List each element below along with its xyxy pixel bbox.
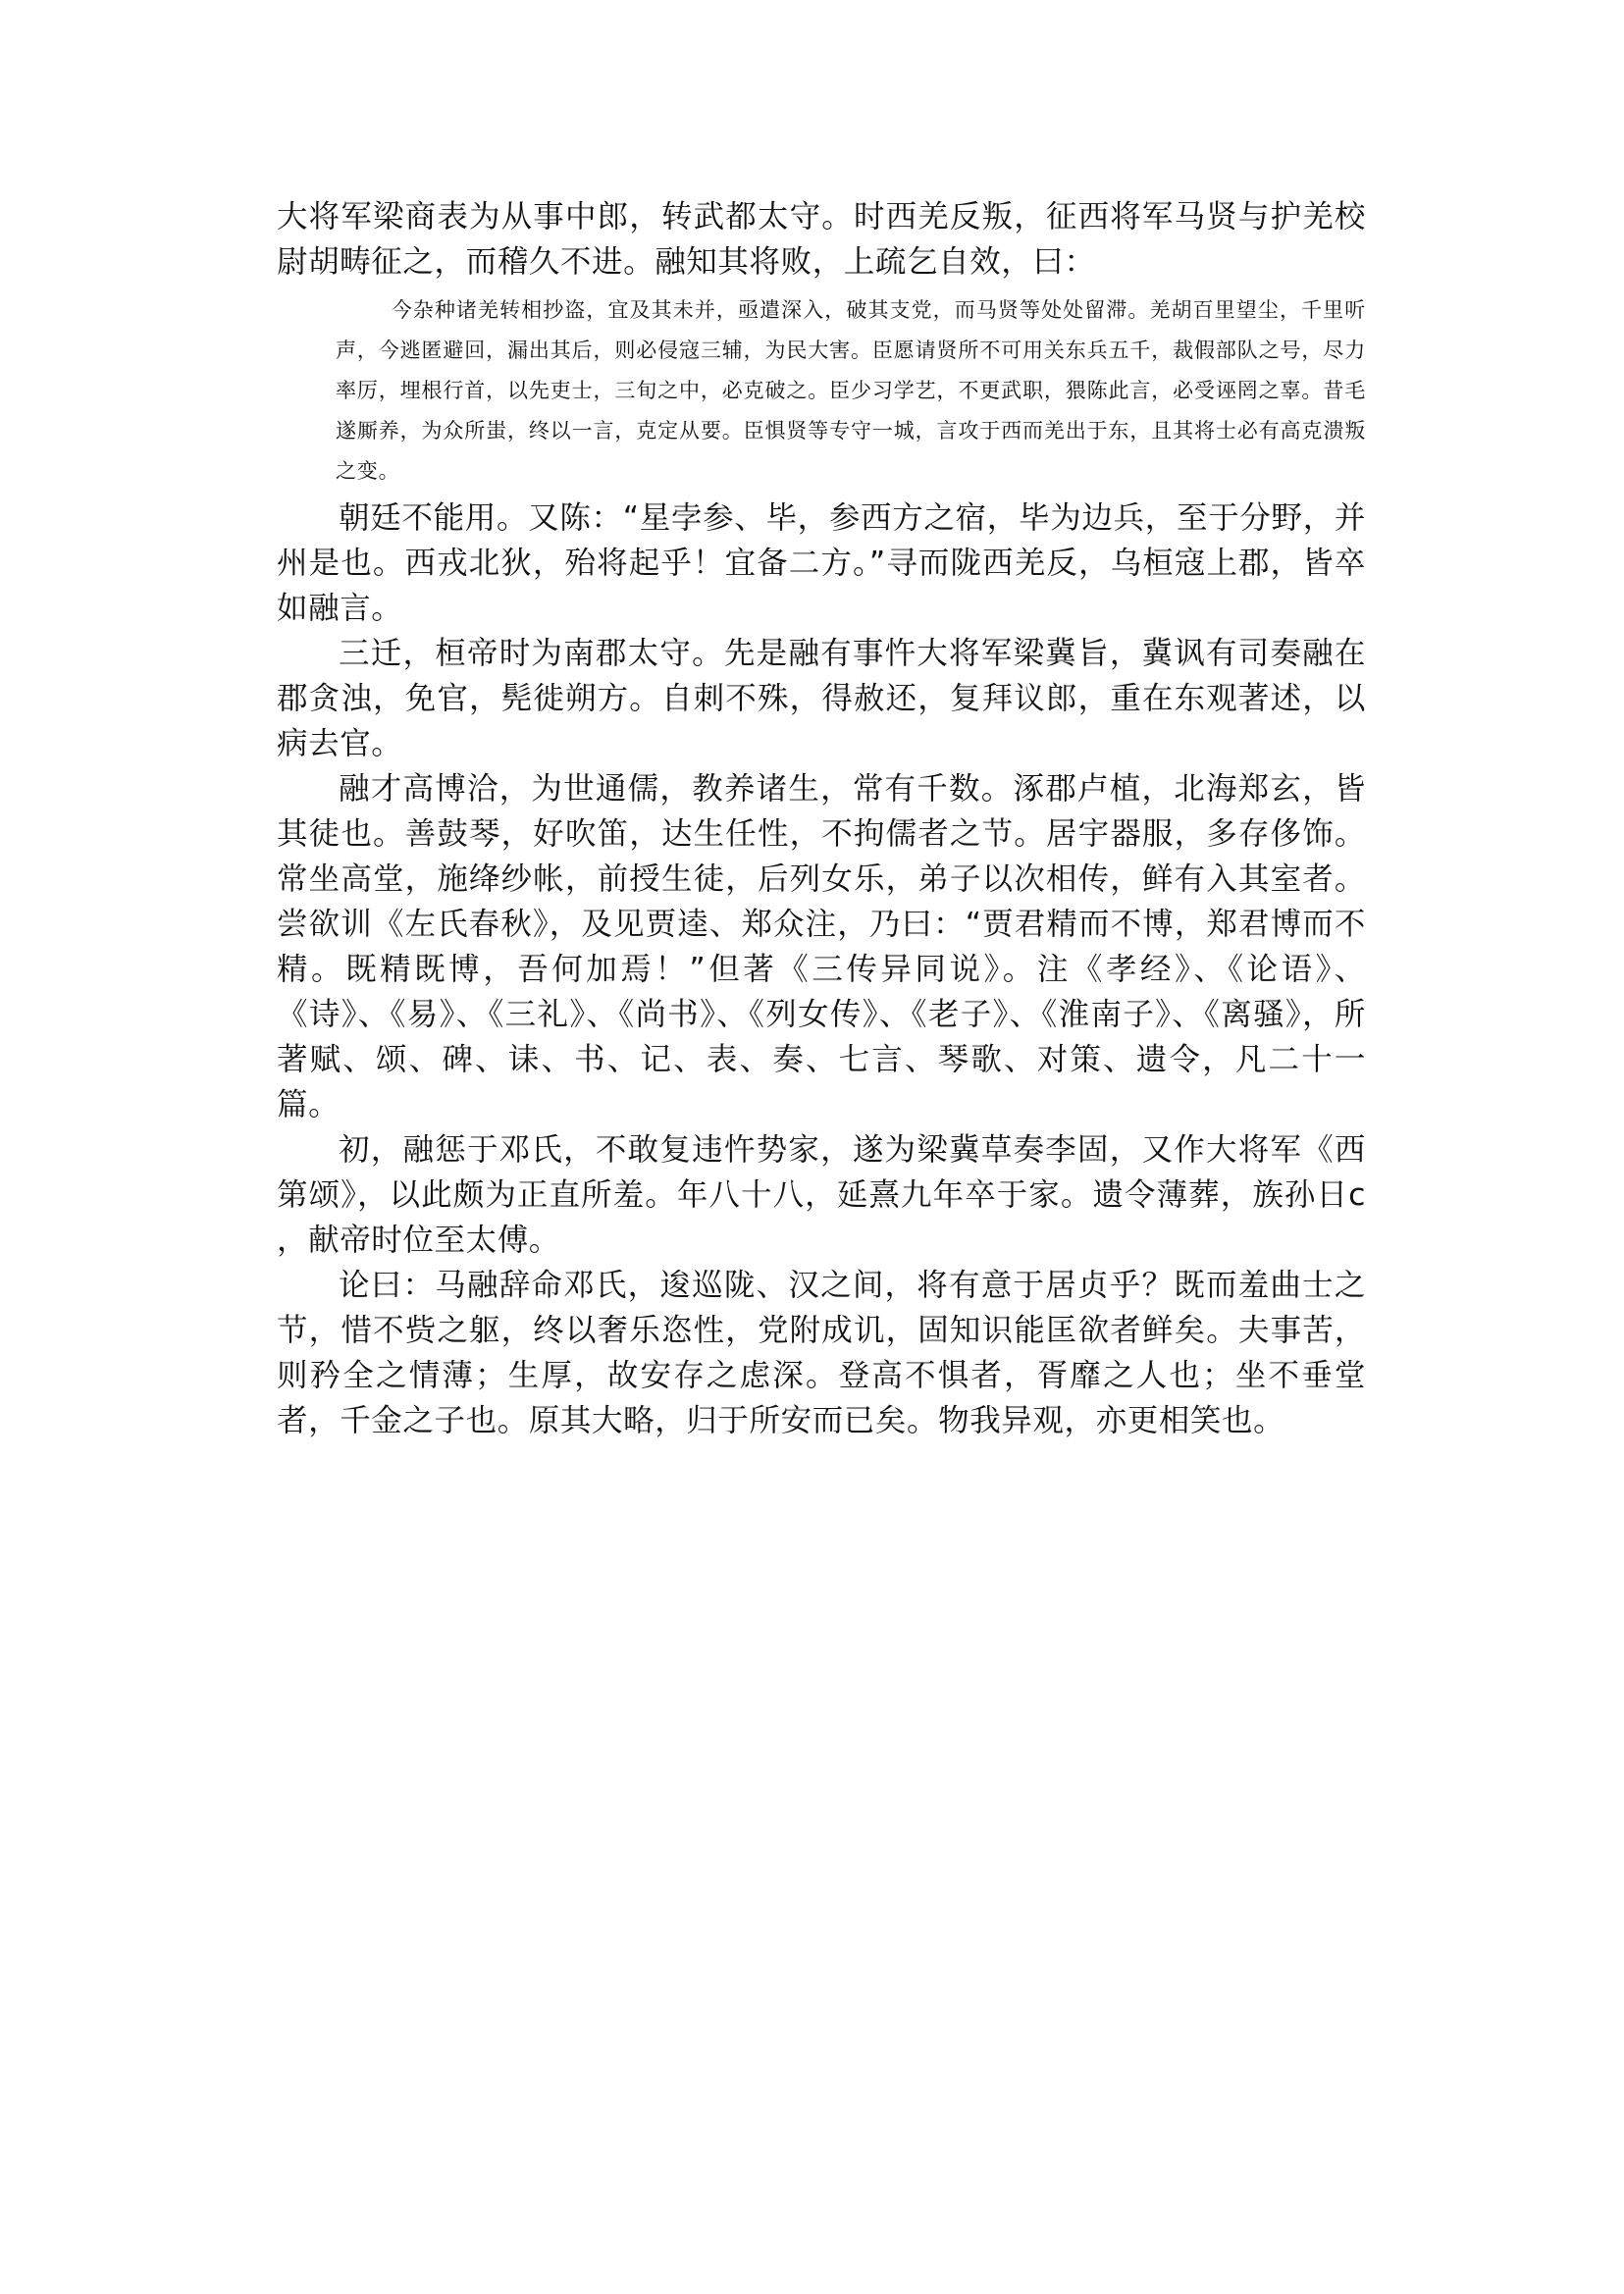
block-quote-memorial: 今杂种诸羌转相抄盗，宜及其未并，亟遣深入，破其支党，而马贤等处处留滞。羌胡百里望尘，千里听声，今逃匿避回，漏出其后，则必侵寇三辅，为民大害。臣愿请贤所不可用关东兵五千，裁假部队之号，尽力率厉，埋根行首，以先吏士，三旬之中，必克破之。臣少习学艺，不更武职，猥陈此言，必受诬罔之辜。昔毛遂厮养，为众所蚩，终以一言，克定从要。臣惧贤等专守一城，言攻于西而羌出于东，且其将士必有高克溃叛之变。: [336, 298, 1366, 483]
paragraph-scholarship: 融才高博洽，为世通儒，教养诸生，常有千数。涿郡卢植，北海郑玄，皆其徒也。善鼓琴，好吹笛，达生任性，不拘儒者之节。居宇器服，多存侈饰。常坐高堂，施绛纱帐，前授生徒，后列女乐，弟子以次相传，鲜有入其室者。尝欲训《左氏春秋》，及见贾逵、郑众注，乃曰：“贾君精而不博，郑君博而不精。既精既博，吾何加焉！”但著《三传异同说》。注《孝经》、《论语》、《诗》、《易》、《三礼》、《尚书》、《列女传》、《老子》、《淮南子》、《离骚》，所著赋、颂、碑、诔、书、记、表、奏、七言、琴歌、对策、遗令，凡二十一篇。: [277, 771, 1366, 1122]
paragraph-memorial-intro: 大将军梁商表为从事中郎，转武都太守。时西羌反叛，征西将军马贤与护羌校尉胡畴征之，而稽久不进。融知其将败，上疏乞自效，曰：: [277, 199, 1366, 280]
paragraph-court-response: 朝廷不能用。又陈：“星孛参、毕，参西方之宿，毕为边兵，至于分野，并州是也。西戎北狄，殆将起乎！宜备二方。”寻而陇西羌反，乌桓寇上郡，皆卒如融言。: [277, 500, 1366, 626]
paragraph-later-life: 初，融惩于邓氏，不敢复违忤势家，遂为梁冀草奏李固，又作大将军《西第颂》，以此颇为正直所羞。年八十八，延熹九年卒于家。遗令薄葬，族孙日c ，献帝时位至太傅。: [277, 1132, 1366, 1258]
paragraph-commentary: 论曰：马融辞命邓氏，逡巡陇、汉之间，将有意于居贞乎？既而羞曲士之节，惜不赀之躯，终以奢乐恣性，党附成讥，固知识能匡欲者鲜矣。夫事苦，则矜全之情薄；生厚，故安存之虑深。登高不惧者，胥靡之人也；坐不垂堂者，千金之子也。原其大略，归于所安而已矣。物我异观，亦更相笑也。: [277, 1268, 1366, 1438]
document-body: [277, 194, 1366, 1443]
paragraph-nanjun-governor: 三迁，桓帝时为南郡太守。先是融有事忤大将军梁冀旨，冀讽有司奏融在郡贪浊，免官，髡徙朔方。自刺不殊，得赦还，复拜议郎，重在东观著述，以病去官。: [277, 636, 1366, 761]
